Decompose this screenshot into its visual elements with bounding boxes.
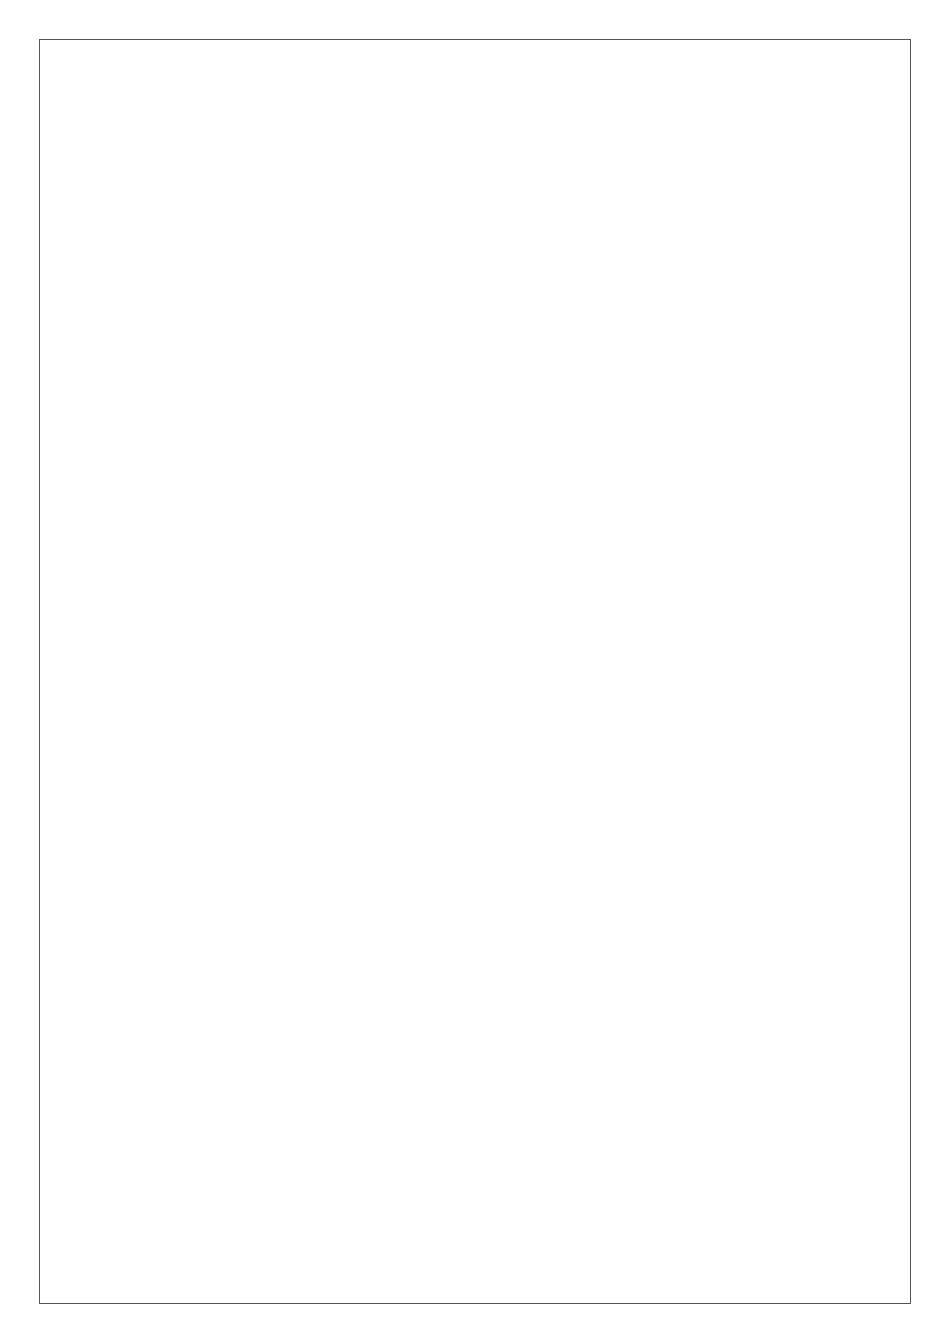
page-footer	[0, 1249, 950, 1264]
page-border	[39, 39, 911, 1304]
